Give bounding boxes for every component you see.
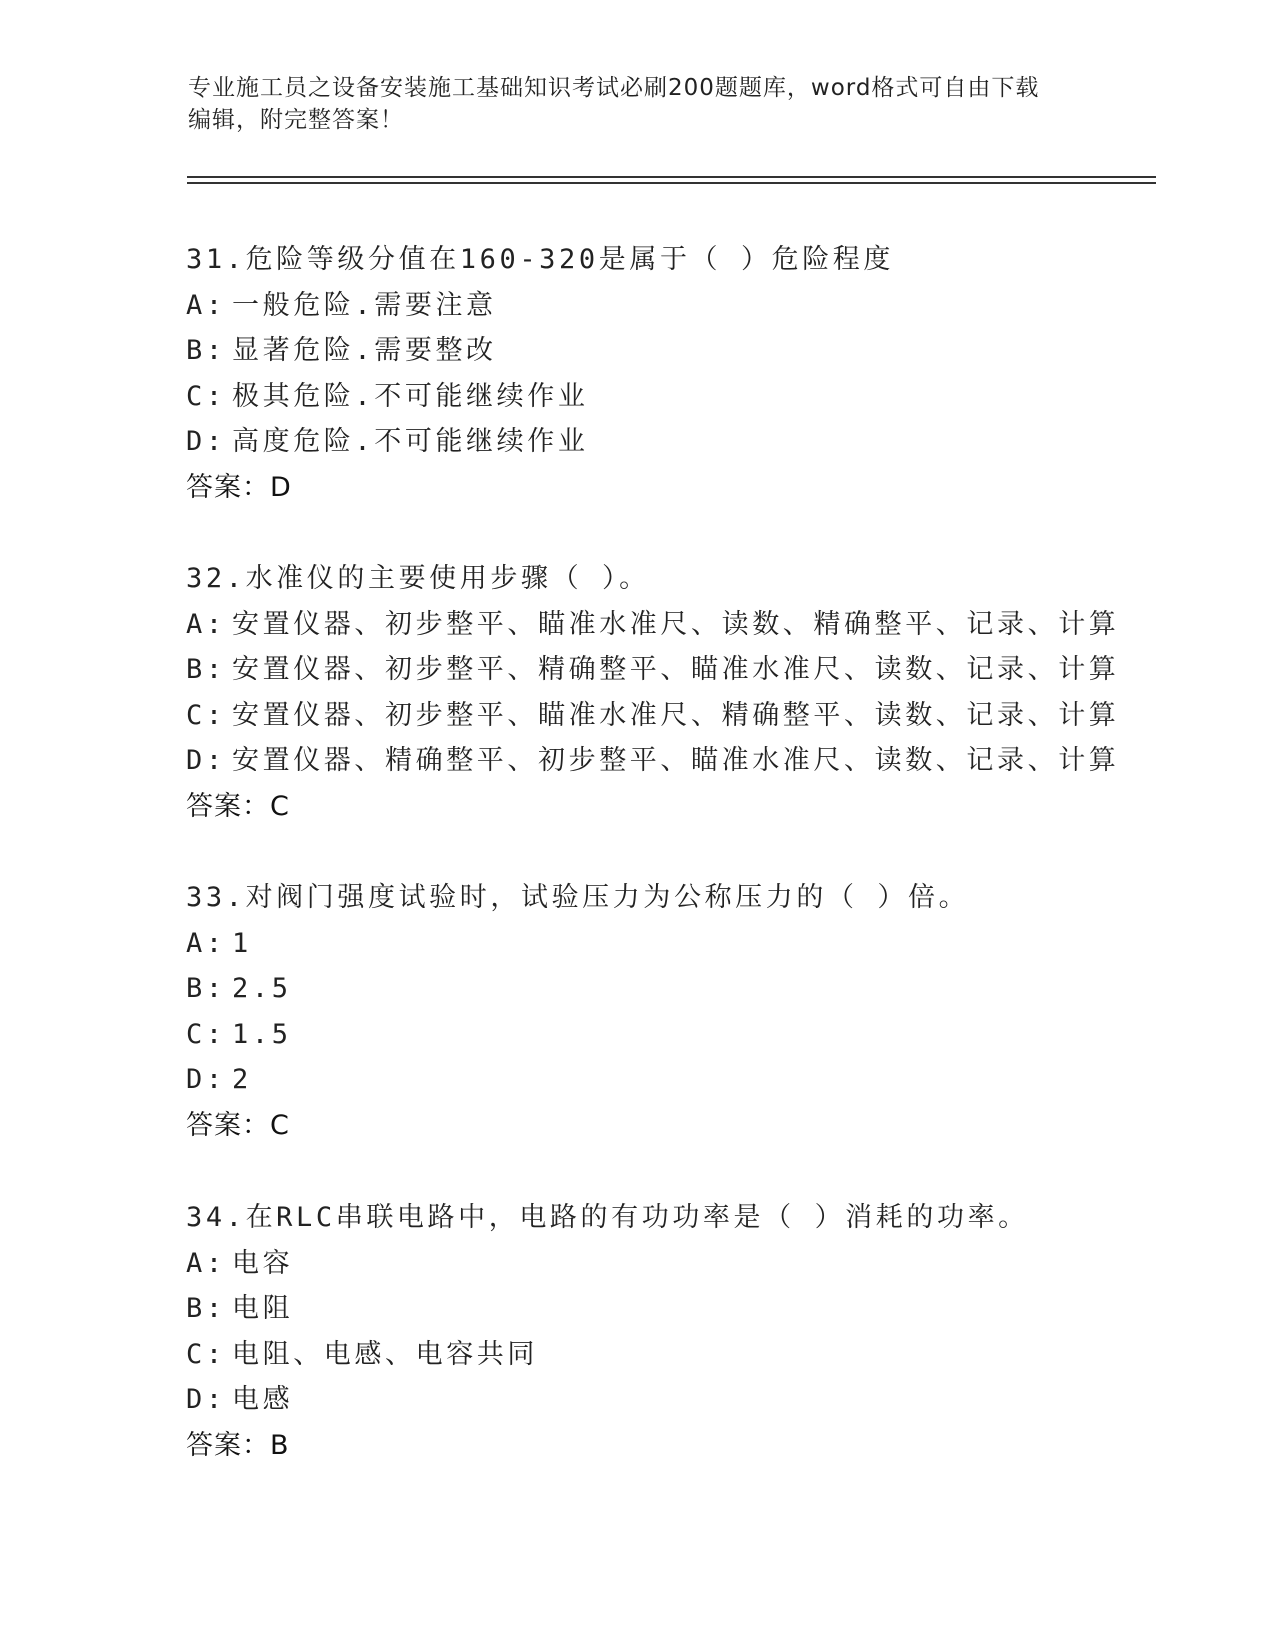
question-31 [186,237,1166,510]
question-33 [186,875,1166,1148]
option-text: 安置仪器、初步整平、精确整平、瞄准水准尺、读数、记录、计算 [232,654,1120,685]
option-d [186,1057,1166,1103]
option-b [186,1286,1166,1332]
option-key: B: [186,654,226,685]
header-title-line-1: 专业施工员之设备安装施工基础知识考试必刷200题题库，word格式可自由下载 [188,75,1040,101]
option-a [186,283,1166,329]
option-key: C: [186,699,226,731]
option-c [186,693,1166,739]
question-stem: 32.水准仪的主要使用步骤（ ）。 [186,563,650,594]
option-key: D: [186,1384,226,1415]
option-d [186,419,1166,465]
option-text: 2 [232,1064,252,1095]
question-stem: 31.危险等级分值在160-320是属于（ ）危险程度 [186,244,895,275]
option-text: 1 [232,927,252,959]
header-divider-bottom [187,182,1156,184]
option-key: B: [186,335,226,366]
option-key: A: [186,1247,226,1279]
answer-label: 答案：C [186,1109,290,1141]
option-key: C: [186,380,226,412]
option-text: 安置仪器、初步整平、瞄准水准尺、精确整平、读数、记录、计算 [232,699,1120,731]
option-text: 电感 [232,1384,294,1415]
option-a [186,921,1166,967]
option-c [186,1012,1166,1058]
question-34 [186,1195,1166,1468]
option-a [186,1241,1166,1287]
option-key: A: [186,289,226,321]
option-text: 一般危险.需要注意 [232,289,497,321]
header-divider-top [187,176,1156,178]
question-stem: 34.在RLC串联电路中，电路的有功功率是（ ）消耗的功率。 [186,1202,1029,1233]
option-b [186,328,1166,374]
option-d [186,738,1166,784]
option-key: D: [186,426,226,457]
answer-label: 答案：C [186,790,290,822]
option-text: 电阻 [232,1293,294,1324]
option-key: D: [186,1064,226,1095]
option-text: 高度危险.不可能继续作业 [232,426,589,457]
option-text: 极其危险.不可能继续作业 [232,380,589,412]
answer-label: 答案：D [186,471,292,503]
option-b [186,966,1166,1012]
answer-label: 答案：B [186,1429,290,1461]
option-c [186,1332,1166,1378]
option-key: A: [186,608,226,640]
option-key: B: [186,973,226,1004]
option-key: C: [186,1338,226,1370]
option-text: 电容 [232,1247,294,1279]
header-title-line-2: 编辑，附完整答案！ [188,107,404,133]
option-text: 显著危险.需要整改 [232,335,497,366]
option-c [186,374,1166,420]
option-key: D: [186,745,226,776]
option-a [186,602,1166,648]
option-text: 1.5 [232,1018,292,1050]
option-key: C: [186,1018,226,1050]
question-stem: 33.对阀门强度试验时，试验压力为公称压力的（ ）倍。 [186,882,970,913]
option-b [186,647,1166,693]
option-key: B: [186,1293,226,1324]
option-text: 电阻、电感、电容共同 [232,1338,538,1370]
option-key: A: [186,927,226,959]
option-text: 安置仪器、精确整平、初步整平、瞄准水准尺、读数、记录、计算 [232,745,1120,776]
document-header [188,72,1088,136]
option-text: 安置仪器、初步整平、瞄准水准尺、读数、精确整平、记录、计算 [232,608,1120,640]
option-text: 2.5 [232,973,292,1004]
option-d [186,1377,1166,1423]
question-32 [186,556,1166,829]
